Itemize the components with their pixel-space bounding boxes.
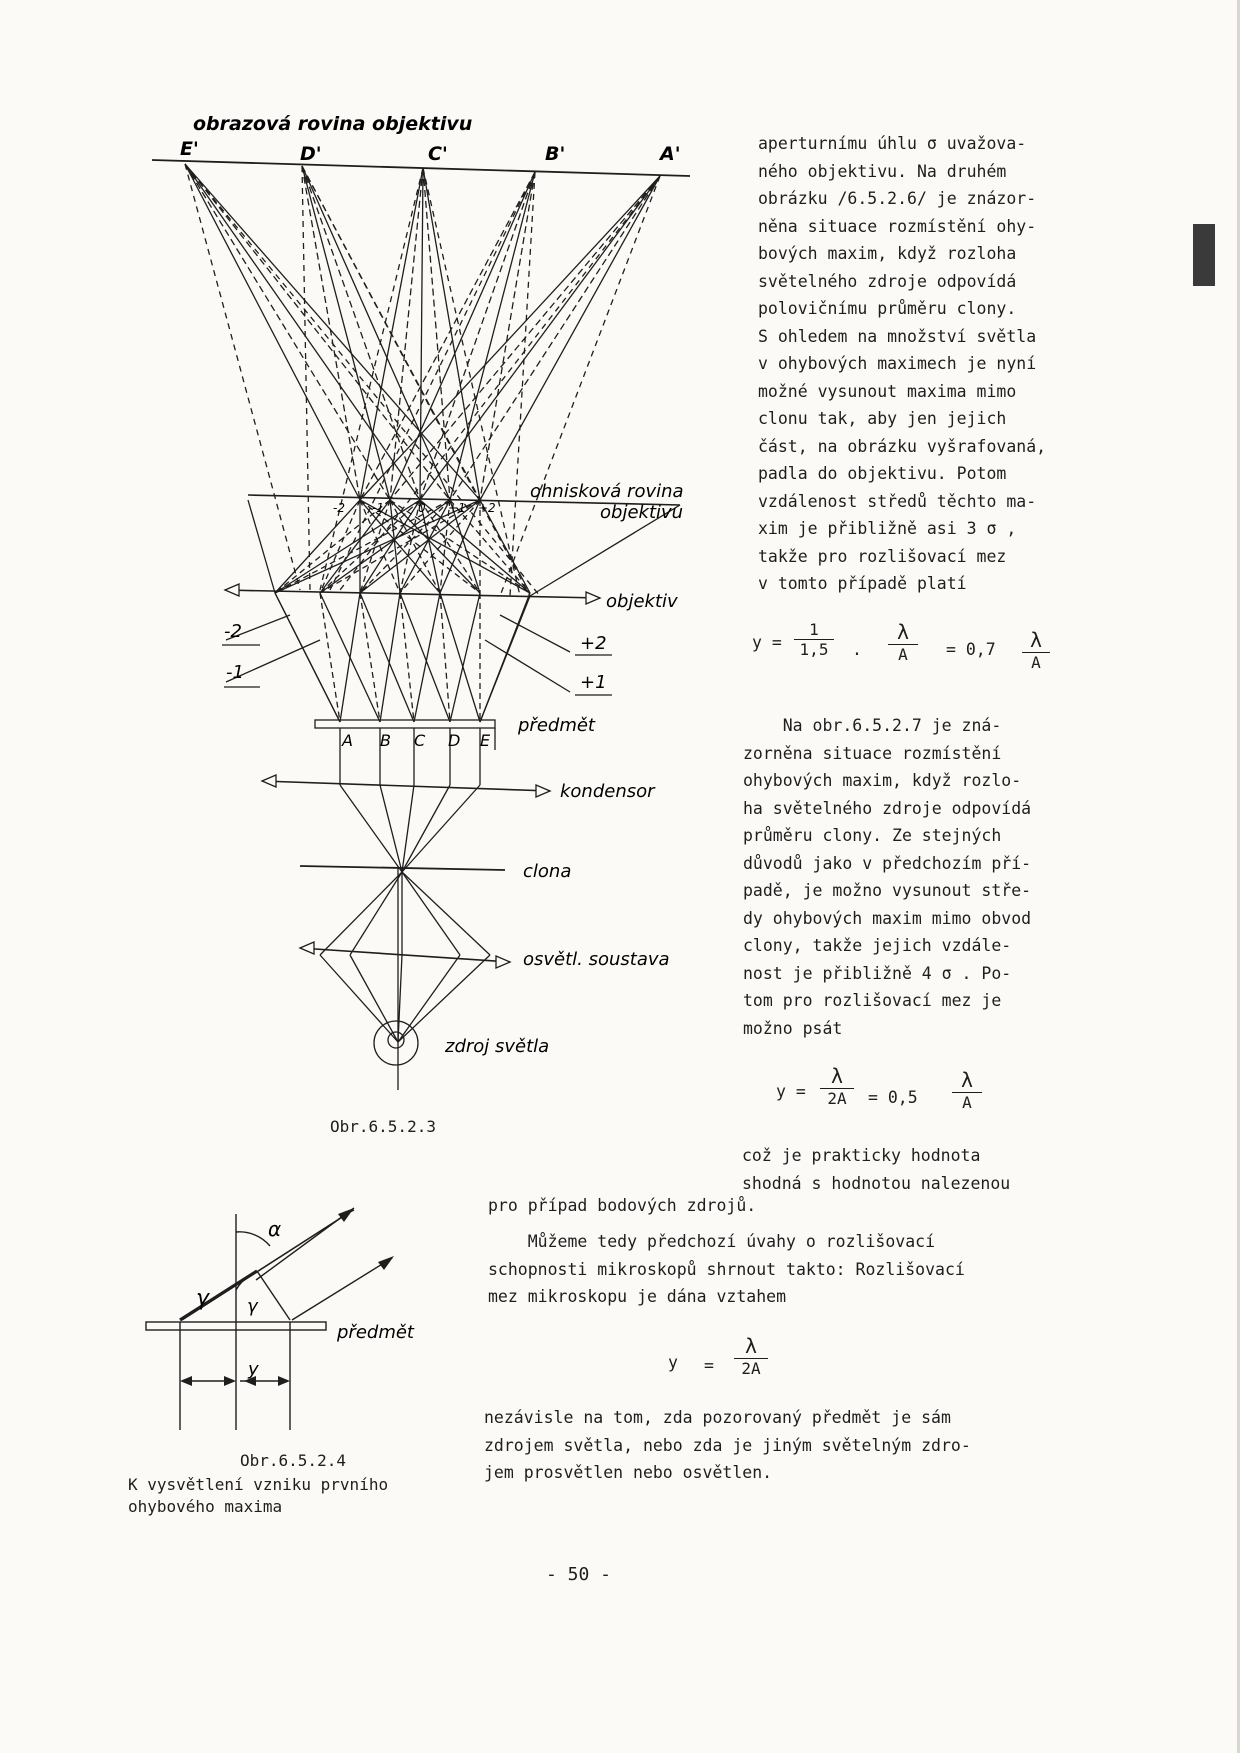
fig1-title: obrazová rovina objektivu	[193, 113, 473, 135]
object-point-label: B	[380, 731, 391, 750]
order-label: 0	[418, 501, 426, 515]
order-left-2: -2	[224, 621, 242, 642]
figure2-caption-2: K vysvětlení vzniku prvního	[128, 1475, 389, 1494]
object-point-label: A	[342, 731, 353, 750]
focal-plane-label-1: ohnisková rovina	[530, 481, 684, 502]
col2-line: tom pro rozlišovací mez je	[743, 991, 1002, 1010]
fig2-gamma-side: γ	[196, 1286, 210, 1311]
wide3-line: jem prosvětlen nebo osvětlen.	[484, 1463, 773, 1482]
eq1-frac2	[888, 620, 918, 664]
eq2-num2: λ	[960, 1068, 974, 1092]
eq1-mid: = 0,7	[946, 640, 996, 659]
wide2-line: schopnosti mikroskopů shrnout takto: Rozlišovací	[488, 1259, 965, 1279]
object-point-label: E	[480, 731, 491, 750]
order-left-1: -1	[226, 662, 244, 683]
eq3-num: λ	[744, 1334, 758, 1358]
wide3-line: zdrojem světla, nebo zda je jiným světelným zdro-	[484, 1435, 971, 1455]
objective-label: objektiv	[606, 591, 678, 612]
eq2-den2: A	[952, 1092, 982, 1112]
wide3-line: nezávisle na tom, zda pozorovaný předmět je sám	[484, 1408, 951, 1427]
eq3-equals: =	[704, 1356, 714, 1375]
eq3-lhs: y	[668, 1353, 678, 1372]
aperture-label: clona	[523, 861, 572, 882]
col2-line: důvodů jako v předchozím pří-	[743, 853, 1032, 873]
fig2-object-label: předmět	[337, 1322, 414, 1343]
figure2-caption-1: Obr.6.5.2.4	[240, 1451, 346, 1470]
eq2-frac2	[952, 1068, 982, 1112]
col1-line: část, na obrázku vyšrafovaná,	[758, 436, 1047, 456]
col2-line: dy ohybových maxim mimo obvod	[743, 908, 1032, 928]
eq3-frac	[734, 1334, 768, 1378]
eq1-den3: A	[1022, 652, 1050, 672]
col3-line: což je prakticky hodnota	[742, 1146, 981, 1165]
order-label: -2	[333, 501, 345, 515]
arrow-icon	[224, 1376, 236, 1386]
eq2-frac1	[820, 1064, 854, 1108]
arrow-icon	[278, 1376, 290, 1386]
order-label: +1	[448, 501, 466, 515]
col1-line: bových maxim, když rozloha	[758, 244, 1017, 263]
col1-line: ného objektivu. Na druhém	[758, 161, 1007, 181]
fig2-gamma-angle: γ	[247, 1296, 258, 1317]
object-point-label: C	[414, 731, 426, 750]
ray-line	[450, 176, 660, 500]
text-block-closing	[484, 1404, 971, 1487]
col2-line: ohybových maxim, když rozlo-	[743, 771, 1022, 790]
image-point-label: C'	[428, 143, 448, 165]
eq1-den1: 1,5	[794, 639, 834, 659]
col2-line: zorněna situace rozmístění	[743, 743, 1002, 763]
arrow-icon	[586, 592, 600, 604]
figure1-caption: Obr.6.5.2.3	[330, 1117, 436, 1136]
eq1-dot: .	[852, 640, 862, 659]
eq1-num1: 1	[809, 620, 819, 639]
eq3-den: 2A	[734, 1358, 768, 1378]
col1-line: padla do objektivu. Potom	[758, 464, 1007, 483]
col1-line: polovičnímu průměru clony.	[758, 299, 1017, 318]
fig2-ray-2	[292, 1258, 392, 1320]
figure2-caption-3: ohybového maxima	[128, 1497, 283, 1516]
eq1-frac3	[1022, 628, 1050, 672]
col2-line: padě, je možno vysunout stře-	[743, 881, 1032, 900]
col1-line: xim je přibližně asi 3 σ ,	[758, 519, 1017, 538]
eq1-frac1	[794, 620, 834, 659]
arrow-icon	[378, 1256, 394, 1270]
light-source-label: zdroj světla	[445, 1036, 550, 1057]
illumination-label: osvětl. soustava	[523, 949, 670, 970]
condenser-label: kondensor	[560, 781, 655, 802]
text-column-2	[743, 712, 1031, 1042]
col1-line: takže pro rozlišovací mez	[758, 546, 1007, 566]
fig2-y-label: y	[248, 1359, 259, 1380]
wide2-line: mez mikroskopu je dána vztahem	[488, 1287, 787, 1306]
col1-line: S ohledem na množství světla	[758, 326, 1037, 346]
eq1-num2: λ	[896, 620, 910, 644]
arrow-icon	[338, 1208, 354, 1222]
col2-line: Na obr.6.5.2.7 je zná-	[743, 716, 1002, 735]
eq2-mid: = 0,5	[868, 1088, 918, 1107]
wide2-line: Můžeme tedy předchozí úvahy o rozlišovací	[488, 1232, 936, 1251]
text-column-1	[758, 130, 1046, 598]
col1-line: v tomto případě platí	[758, 574, 967, 593]
col1-line: něna situace rozmístění ohy-	[758, 216, 1037, 236]
ray-line	[510, 172, 535, 596]
page-number: - 50 -	[546, 1564, 612, 1585]
col2-line: ha světelného zdroje odpovídá	[743, 798, 1032, 818]
col3-line: shodná s hodnotou nalezenou	[742, 1173, 1011, 1193]
eq2-den1: 2A	[820, 1088, 854, 1108]
col2-line: clony, takže jejich vzdále-	[743, 936, 1012, 955]
order-label: -1	[372, 501, 384, 515]
col1-line: clonu tak, aby jen jejich	[758, 409, 1007, 428]
image-point-label: A'	[660, 143, 681, 165]
ray-line	[480, 596, 530, 722]
arrow-icon	[180, 1376, 192, 1386]
col1-line: obrázku /6.5.2.6/ je znázor-	[758, 189, 1037, 208]
fig2-alpha: α	[268, 1217, 282, 1241]
eq2-num1: λ	[830, 1064, 844, 1088]
col1-line: vzdálenost středů těchto ma-	[758, 491, 1037, 511]
fig2-alpha-arc	[236, 1232, 270, 1246]
eq2-lhs: y =	[776, 1082, 806, 1101]
focal-plane-label-2: objektivu	[600, 502, 684, 523]
text-column-3	[742, 1142, 1010, 1197]
col1-line: aperturnímu úhlu σ uvažova-	[758, 134, 1027, 153]
order-right-2: +2	[580, 633, 607, 654]
order-label: +2	[478, 501, 496, 515]
col1-line: v ohybových maximech je nyní	[758, 354, 1037, 373]
col2-line: možno psát	[743, 1018, 843, 1038]
col1-line: možné vysunout maxima mimo	[758, 381, 1017, 401]
arrow-icon	[496, 956, 510, 968]
page-tab-marker	[1193, 224, 1215, 286]
text-block-summary	[488, 1228, 965, 1311]
image-point-label: E'	[180, 138, 199, 160]
col2-line: nost je přibližně 4 σ . Po-	[743, 963, 1012, 983]
image-point-label: D'	[300, 143, 322, 165]
col2-line: průměru clony. Ze stejných	[743, 826, 1002, 845]
arrow-icon	[536, 785, 550, 797]
object-point-label: D	[448, 731, 461, 750]
col1-line: světelného zdroje odpovídá	[758, 271, 1017, 291]
eq1-den2: A	[888, 644, 918, 664]
image-point-label: B'	[545, 143, 566, 165]
ray-line	[485, 640, 570, 692]
order-right-1: +1	[580, 672, 607, 693]
eq1-lhs: y =	[752, 633, 782, 652]
figure-diffraction-geometry	[0, 0, 460, 1460]
object-label: předmět	[518, 715, 595, 736]
eq1-num3: λ	[1029, 628, 1043, 652]
wide-line-1: pro případ bodových zdrojů.	[488, 1196, 757, 1215]
fig2-perpendicular	[257, 1271, 290, 1320]
